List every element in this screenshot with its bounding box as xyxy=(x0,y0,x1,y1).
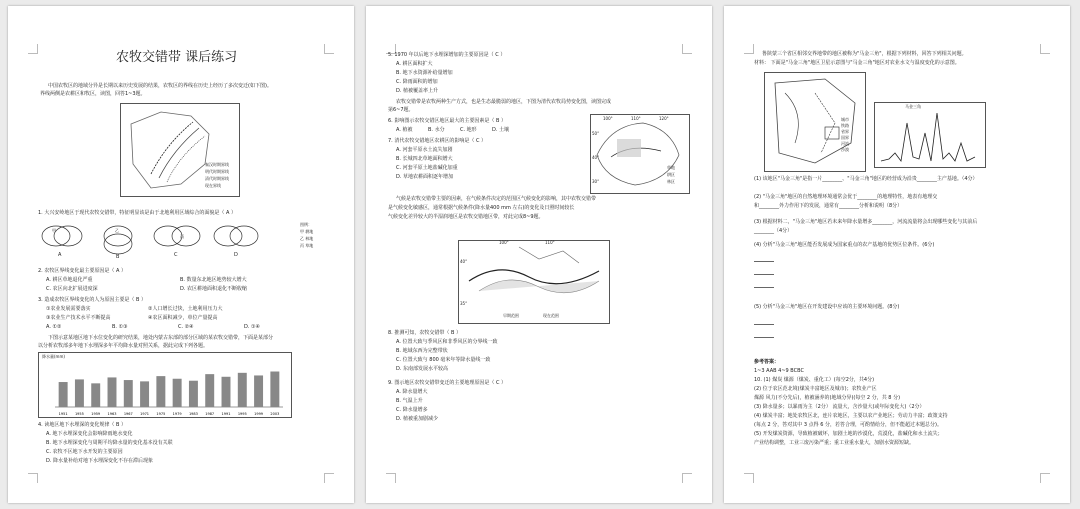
crop-mark xyxy=(1040,473,1050,483)
question-1: 1. 大兴安岭地区于现代农牧交错带，特征明显该是由于北地利用区域综合的面貌是（ A ） xyxy=(38,210,236,216)
question-4: 4. 读地区地下水埋深的变化规律（ B ） xyxy=(38,422,126,428)
chart-bar xyxy=(189,381,198,407)
map-legend-item: 早期范围 xyxy=(503,313,519,318)
statement: ④农区面积减少，单位产量提高 xyxy=(148,315,218,321)
intro-line: 界线两侧是农耕区和牧区，读图，回答1~3题。 xyxy=(40,91,146,97)
option: D. 东南部发展水平较高 xyxy=(396,366,449,372)
intro-line: 是气候变化敏感区，通常根据气候条件(降水量400 mm 左右)的变化及日照时间较长 xyxy=(388,205,575,211)
map-legend-item: 草地 xyxy=(667,165,675,170)
option: D. 植被覆盖率上升 xyxy=(396,88,439,94)
question-14: (5) 分析"马金三角"地区在开发建设中应该的主要环境问题。(8分) xyxy=(754,304,900,310)
statement: ③农业生产技术水平不断提高 xyxy=(46,315,111,321)
map-coord: 110° xyxy=(545,240,555,245)
intro-line: 中国农牧区的地域分异是长期以来历史发展的结果，农牧区的界线在历史上经历了多次变迁(如下图)。 xyxy=(48,83,272,89)
option: C. 河套平原土地盐碱化加重 xyxy=(396,165,458,171)
qing-dynasty-map xyxy=(590,114,690,194)
map-legend-item: 河流 xyxy=(841,141,849,146)
question-10: (1) 该地区"马金三角"是指一片________、"马金三角"地区的经营成为沿贵________主产基地。（4分） xyxy=(754,176,978,182)
chart-caption: 马金三角 xyxy=(905,104,921,109)
option: C. 地形 xyxy=(460,127,477,133)
intro-line: 气候变化差异较大的半湿润地区是农牧交错地区带，对此完成8~9题。 xyxy=(388,214,544,220)
intro-line: 以分析农牧部多年地下水埋深多年平均降水量对照关系，据此完成下列各题。 xyxy=(38,343,209,349)
chart-bar xyxy=(75,379,84,407)
x-tick-label: 1991 xyxy=(221,412,231,416)
venn-label: 丙 xyxy=(180,234,184,239)
statement: ②人口增长过快，土地利用压力大 xyxy=(148,306,223,312)
option-label: D xyxy=(234,252,238,258)
intro-line: 第6~7题。 xyxy=(388,107,414,113)
question-12: (3) 根据材料二，"马金三角"地区若未来年降水量增多________，河流流量将会出现哪些变化与其前后 xyxy=(754,219,978,225)
crop-mark xyxy=(1040,44,1050,54)
option: C. 降水量增多 xyxy=(396,407,428,413)
option: C. ②④ xyxy=(178,324,194,330)
chart-bar xyxy=(156,376,165,407)
chart-bar xyxy=(91,383,100,407)
map-coord: 30° xyxy=(592,179,600,184)
crop-mark xyxy=(682,473,692,483)
crop-mark xyxy=(324,44,334,54)
document-page-2 xyxy=(366,6,712,503)
chart-bar xyxy=(140,381,149,407)
chart-bar xyxy=(124,380,133,407)
document-page-3 xyxy=(724,6,1070,503)
answer-line: (5) 开发煤炭资源，导致植被破坏，加剧土地的沙漠化，荒漠化，盐碱化和水土流失； xyxy=(754,431,943,437)
page-title: 农牧交错带 课后练习 xyxy=(116,50,238,65)
groundwater-chart xyxy=(38,352,292,418)
crop-mark xyxy=(682,44,692,54)
question-2: 2. 农牧区界线变化最主要原因是（ A ） xyxy=(38,268,126,274)
intro-line: 气候是农牧交错带主要的因素，在气候条件决定的范围区气候变化的影响，其中农牧交错带 xyxy=(396,196,597,202)
crop-mark xyxy=(744,44,754,54)
x-tick-label: 1967 xyxy=(123,412,133,416)
answer-blank xyxy=(754,261,774,262)
x-tick-label: 1975 xyxy=(156,412,166,416)
option: B. 地下水埋深变化与周期平均降水量的变化基本没有关联 xyxy=(46,440,173,446)
question-3: 3. 造成农牧区界线变化的人为原因主要是（ B ） xyxy=(38,297,146,303)
map-coord: 50° xyxy=(592,131,600,136)
option: C. 降雨面积的增加 xyxy=(396,79,438,85)
venn-label: 甲 xyxy=(52,228,56,233)
venn-legend: 丙 草地 xyxy=(300,243,314,248)
chart-bar xyxy=(173,379,182,407)
option: B. 数量东北地区地势较大增大 xyxy=(180,277,247,283)
x-tick-label: 1983 xyxy=(188,412,198,416)
map-coord: 100° xyxy=(499,240,509,245)
question-12-cont: ________（4分） xyxy=(754,228,793,234)
option: D. 农区耕地面积退化不断收缩 xyxy=(180,286,248,292)
map-coord: 100° xyxy=(603,116,613,121)
map-legend-item: 秦汉时期界线 xyxy=(205,162,229,167)
question-8: 8. 推测可知，农牧交错带（ B ） xyxy=(388,330,461,336)
region-map xyxy=(764,72,866,172)
venn-legend: 乙 林地 xyxy=(300,236,314,241)
question-13: (4) 分析"马金三角"地区能否发展成为国家重点的农产基地的优势区位条件。(6分) xyxy=(754,242,935,248)
venn-legend: 甲 耕地 xyxy=(300,229,314,234)
option: A. 河套平原水土流失加剧 xyxy=(396,147,453,153)
chart-bar xyxy=(270,372,279,407)
option: B. 长城四北草地面积增大 xyxy=(396,156,453,162)
chart-ylabel: 降水量(mm) xyxy=(42,354,65,359)
bar-chart-svg xyxy=(39,353,291,417)
option: A. 位置大致与季风区和非季风区的分界线一致 xyxy=(396,339,498,345)
option-label: B xyxy=(116,254,120,260)
x-tick-label: 1979 xyxy=(172,412,182,416)
option: B. 地域东西为完整带状 xyxy=(396,348,448,354)
answer-line: 煤源 风力(不分先后)，植被涵养的(地域分异)(每空 2 分，共 8 分) xyxy=(754,395,901,401)
answer-blank xyxy=(754,274,774,275)
map-legend-item: 清代时期界线 xyxy=(205,176,229,181)
document-page-1 xyxy=(8,6,354,503)
answer-line: 10. (1) 煤炭 煤源（煤炭、重化工）(每空2分，共4分) xyxy=(754,377,875,383)
intro-line: 鲁陕蒙三个省区相邻交界地带的地区被称为"马金三角"，根据下列材料，回答下列相关问题。 xyxy=(762,51,967,57)
answer-blank xyxy=(754,287,774,288)
x-tick-label: 1995 xyxy=(237,412,247,416)
x-tick-label: 2003 xyxy=(270,412,280,416)
answer-line: (3) 降水量多；以暴雨为主（2分） 流量大，含沙量大(或年际变化大)（2分） xyxy=(754,404,925,410)
intro-line: 农牧交错带是农牧两种生产方式，也是生态最脆弱的地区，下图为清代农牧局势变化图，读图完成 xyxy=(396,99,612,105)
option: B. 水分 xyxy=(428,127,445,133)
map-legend-item: 林区 xyxy=(667,179,675,184)
question-9: 9. 图示地区农牧交错带变迁的主要地理原因是（ C ） xyxy=(388,380,507,386)
boundary-map xyxy=(120,103,240,197)
option: B. 气温上升 xyxy=(396,398,423,404)
option: C. 农牧不区地下水开发的主要原因 xyxy=(46,449,123,455)
map-coord: 120° xyxy=(659,116,669,121)
answer-line: 产业结构调整，工业三废污染严重；重工业重水量大，加剧水资源短缺。 xyxy=(754,440,915,446)
question-11: (2) "马金三角"地区的自然地理环境通常会优于________的地理特性，地表有地理交 xyxy=(754,194,938,200)
x-tick-label: 1951 xyxy=(58,412,68,416)
map-coord: 110° xyxy=(631,116,641,121)
option: D. 土壤 xyxy=(492,127,510,133)
chart-bar xyxy=(205,374,214,407)
chart-bar xyxy=(238,373,247,407)
map-coord: 40° xyxy=(460,259,468,264)
map-legend-item: 国界 xyxy=(841,135,849,140)
option: D. 植被重加剧减少 xyxy=(396,416,439,422)
venn-diagrams xyxy=(38,220,280,260)
chart-bar xyxy=(59,382,68,407)
map-legend-item: 省界 xyxy=(841,129,849,134)
option: D. 草地农耕面积逐年增加 xyxy=(396,174,454,180)
crop-mark xyxy=(744,473,754,483)
venn-legend: 图例： xyxy=(300,222,312,227)
map-coord: 40° xyxy=(592,155,600,160)
option: B. 地下水资源补给量增加 xyxy=(396,70,453,76)
map-legend-item: 城市 xyxy=(841,117,849,122)
map-legend-item: 现在范围 xyxy=(543,313,559,318)
chart-bar xyxy=(108,377,117,407)
chart-bar xyxy=(254,375,263,407)
crop-mark xyxy=(28,44,38,54)
x-tick-label: 1971 xyxy=(140,412,150,416)
answer-line: 1~3 AAB 4~9 BCBC xyxy=(754,368,804,374)
crop-mark xyxy=(386,473,396,483)
option: A. 地下水埋深变化会影响降雨地水变化 xyxy=(46,431,133,437)
answer-line: (4) 煤炭丰富；地处农牧区北，连片农地区，主要以农产业地区；劳动力丰富；政策支持 xyxy=(754,413,948,419)
map-legend-item: 沙漠 xyxy=(841,147,849,152)
map-legend-item: 耕区 xyxy=(667,172,675,177)
chart-bar xyxy=(222,377,231,407)
option: A. 植被 xyxy=(396,127,413,133)
option: A. ①② xyxy=(46,324,62,330)
option: D. 降水量补给对地下水埋深变化不存在滞后现象 xyxy=(46,458,154,464)
map-legend-item: 明代时期界线 xyxy=(205,169,229,174)
option: A. 降水量增大 xyxy=(396,389,428,395)
option: D. ①④ xyxy=(244,324,260,330)
question-7: 7. 清代农牧交错地区农耕区的影响是（ C ） xyxy=(388,138,487,144)
question-6: 6. 影响图示农牧交错区地区最大的主要因素是（ B ） xyxy=(388,118,506,124)
x-tick-label: 1959 xyxy=(91,412,101,416)
option: B. ①③ xyxy=(112,324,128,330)
option: C. 位置大致与 800 毫米年等降水量线一致 xyxy=(396,357,491,363)
map-legend-item: 现在界线 xyxy=(205,183,221,188)
x-tick-label: 1987 xyxy=(205,412,215,416)
x-tick-label: 1999 xyxy=(254,412,264,416)
option: A. 耕区面积扩大 xyxy=(396,61,433,67)
flow-chart xyxy=(874,102,986,168)
intro-line: 材料： 下面是"马金三角"地区卫星示意图与"马金三角"地区对农业水文与温度变化的示意图。 xyxy=(754,60,960,66)
option: A. 耕区草地退化严重 xyxy=(46,277,93,283)
question-11-cont: 和________外力作用下的发展，通常有________分析和说明（8分） xyxy=(754,203,903,209)
statement: ①农业发展需要落实 xyxy=(46,306,91,312)
option-label: A xyxy=(58,252,62,258)
x-tick-label: 1955 xyxy=(74,412,84,416)
map-coord: 35° xyxy=(460,301,468,306)
x-tick-label: 1963 xyxy=(107,412,117,416)
answer-blank xyxy=(754,337,774,338)
map-legend-item: 铁路 xyxy=(841,123,849,128)
answer-blank xyxy=(754,324,774,325)
answer-line: (2) 位于农区范北境(煤炭丰富地区及城市)；农牧业产区 xyxy=(754,386,877,392)
venn-label: 乙 xyxy=(115,228,119,233)
option: C. 农区向北扩展进度深 xyxy=(46,286,98,292)
answer-title: 参考答案： xyxy=(754,359,780,365)
crop-mark xyxy=(28,473,38,483)
option-label: C xyxy=(174,252,178,258)
answer-line: (每点 2 分，答对其中 3 点得 6 分，若答合理，可酌情给分，但不能超过本题总分)。 xyxy=(754,422,942,428)
intro-line: 下图示意某地区地下水位变化的研究结果，地处内蒙古东部的部分区域的某农牧交错带，下面是某部分 xyxy=(48,335,274,341)
zone-change-map xyxy=(458,240,610,324)
crop-mark xyxy=(324,473,334,483)
question-5: 5. 1970 年以后地下水埋深增加的主要原因是（ C ） xyxy=(388,52,506,58)
